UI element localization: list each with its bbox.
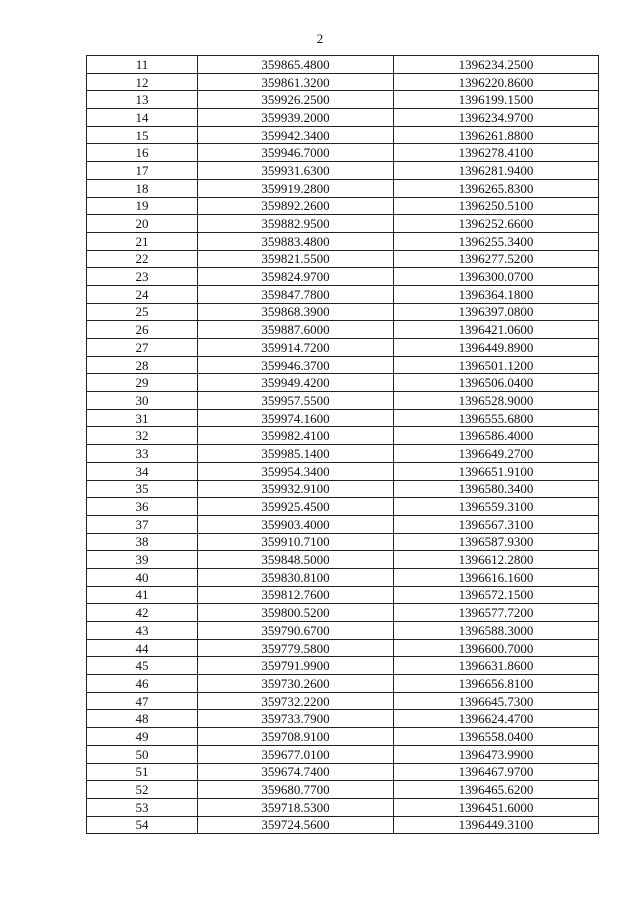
y-coordinate-cell: 1396558.0400: [394, 728, 599, 746]
y-coordinate-cell: 1396364.1800: [394, 285, 599, 303]
x-coordinate-cell: 359932.9100: [198, 480, 394, 498]
x-coordinate-cell: 359946.3700: [198, 356, 394, 374]
x-coordinate-cell: 359892.2600: [198, 197, 394, 215]
point-number-cell: 19: [87, 197, 198, 215]
y-coordinate-cell: 1396572.1500: [394, 586, 599, 604]
table-row: [87, 56, 599, 74]
y-coordinate-cell: 1396624.4700: [394, 710, 599, 728]
point-number-cell: 54: [87, 816, 198, 834]
point-number-cell: 45: [87, 657, 198, 675]
point-number-cell: 41: [87, 586, 198, 604]
table-row: [87, 586, 599, 604]
table-row: [87, 409, 599, 427]
y-coordinate-cell: 1396631.8600: [394, 657, 599, 675]
table-row: [87, 622, 599, 640]
point-number-cell: 17: [87, 162, 198, 180]
point-number-cell: 36: [87, 498, 198, 516]
y-coordinate-cell: 1396451.6000: [394, 798, 599, 816]
table-row: [87, 657, 599, 675]
y-coordinate-cell: 1396220.8600: [394, 73, 599, 91]
table-row: [87, 728, 599, 746]
x-coordinate-cell: 359903.4000: [198, 515, 394, 533]
table-row: [87, 798, 599, 816]
table-row: [87, 604, 599, 622]
table-row: [87, 462, 599, 480]
y-coordinate-cell: 1396278.4100: [394, 144, 599, 162]
x-coordinate-cell: 359730.2600: [198, 675, 394, 693]
x-coordinate-cell: 359914.7200: [198, 339, 394, 357]
x-coordinate-cell: 359931.6300: [198, 162, 394, 180]
y-coordinate-cell: 1396473.9900: [394, 745, 599, 763]
x-coordinate-cell: 359982.4100: [198, 427, 394, 445]
y-coordinate-cell: 1396586.4000: [394, 427, 599, 445]
table-row: [87, 781, 599, 799]
point-number-cell: 21: [87, 232, 198, 250]
point-number-cell: 35: [87, 480, 198, 498]
y-coordinate-cell: 1396656.8100: [394, 675, 599, 693]
y-coordinate-cell: 1396567.3100: [394, 515, 599, 533]
table-row: [87, 339, 599, 357]
table-row: [87, 285, 599, 303]
point-number-cell: 30: [87, 392, 198, 410]
x-coordinate-cell: 359946.7000: [198, 144, 394, 162]
x-coordinate-cell: 359919.2800: [198, 179, 394, 197]
x-coordinate-cell: 359800.5200: [198, 604, 394, 622]
table-row: [87, 356, 599, 374]
x-coordinate-cell: 359779.5800: [198, 639, 394, 657]
point-number-cell: 27: [87, 339, 198, 357]
table-row: [87, 197, 599, 215]
y-coordinate-cell: 1396449.3100: [394, 816, 599, 834]
point-number-cell: 29: [87, 374, 198, 392]
table-row: [87, 763, 599, 781]
x-coordinate-cell: 359680.7700: [198, 781, 394, 799]
y-coordinate-cell: 1396506.0400: [394, 374, 599, 392]
point-number-cell: 39: [87, 551, 198, 569]
table-row: [87, 232, 599, 250]
table-row: [87, 215, 599, 233]
y-coordinate-cell: 1396199.1500: [394, 91, 599, 109]
x-coordinate-cell: 359974.1600: [198, 409, 394, 427]
y-coordinate-cell: 1396501.1200: [394, 356, 599, 374]
page-number: 2: [316, 31, 324, 46]
x-coordinate-cell: 359824.9700: [198, 268, 394, 286]
x-coordinate-cell: 359883.4800: [198, 232, 394, 250]
point-number-cell: 16: [87, 144, 198, 162]
y-coordinate-cell: 1396600.7000: [394, 639, 599, 657]
y-coordinate-cell: 1396577.7200: [394, 604, 599, 622]
y-coordinate-cell: 1396252.6600: [394, 215, 599, 233]
point-number-cell: 34: [87, 462, 198, 480]
x-coordinate-cell: 359868.3900: [198, 303, 394, 321]
table-row: [87, 73, 599, 91]
point-number-cell: 46: [87, 675, 198, 693]
y-coordinate-cell: 1396397.0800: [394, 303, 599, 321]
point-number-cell: 44: [87, 639, 198, 657]
table-row: [87, 675, 599, 693]
coordinates-table-body: [87, 56, 599, 834]
y-coordinate-cell: 1396649.2700: [394, 445, 599, 463]
x-coordinate-cell: 359865.4800: [198, 56, 394, 74]
point-number-cell: 52: [87, 781, 198, 799]
y-coordinate-cell: 1396588.3000: [394, 622, 599, 640]
coordinates-table: [86, 55, 599, 834]
point-number-cell: 26: [87, 321, 198, 339]
point-number-cell: 40: [87, 568, 198, 586]
x-coordinate-cell: 359926.2500: [198, 91, 394, 109]
point-number-cell: 12: [87, 73, 198, 91]
table-row: [87, 109, 599, 127]
table-row: [87, 445, 599, 463]
point-number-cell: 24: [87, 285, 198, 303]
x-coordinate-cell: 359861.3200: [198, 73, 394, 91]
y-coordinate-cell: 1396645.7300: [394, 692, 599, 710]
x-coordinate-cell: 359830.8100: [198, 568, 394, 586]
point-number-cell: 11: [87, 56, 198, 74]
table-row: [87, 816, 599, 834]
table-row: [87, 126, 599, 144]
table-row: [87, 568, 599, 586]
y-coordinate-cell: 1396555.6800: [394, 409, 599, 427]
y-coordinate-cell: 1396651.9100: [394, 462, 599, 480]
table-row: [87, 321, 599, 339]
x-coordinate-cell: 359910.7100: [198, 533, 394, 551]
table-row: [87, 162, 599, 180]
x-coordinate-cell: 359882.9500: [198, 215, 394, 233]
y-coordinate-cell: 1396277.5200: [394, 250, 599, 268]
table-row: [87, 250, 599, 268]
point-number-cell: 14: [87, 109, 198, 127]
y-coordinate-cell: 1396234.2500: [394, 56, 599, 74]
y-coordinate-cell: 1396281.9400: [394, 162, 599, 180]
x-coordinate-cell: 359733.7900: [198, 710, 394, 728]
point-number-cell: 49: [87, 728, 198, 746]
table-row: [87, 268, 599, 286]
y-coordinate-cell: 1396612.2800: [394, 551, 599, 569]
y-coordinate-cell: 1396465.6200: [394, 781, 599, 799]
x-coordinate-cell: 359718.5300: [198, 798, 394, 816]
table-row: [87, 639, 599, 657]
x-coordinate-cell: 359985.1400: [198, 445, 394, 463]
point-number-cell: 13: [87, 91, 198, 109]
y-coordinate-cell: 1396467.9700: [394, 763, 599, 781]
x-coordinate-cell: 359939.2000: [198, 109, 394, 127]
point-number-cell: 53: [87, 798, 198, 816]
y-coordinate-cell: 1396449.8900: [394, 339, 599, 357]
y-coordinate-cell: 1396528.9000: [394, 392, 599, 410]
y-coordinate-cell: 1396234.9700: [394, 109, 599, 127]
table-row: [87, 533, 599, 551]
x-coordinate-cell: 359942.3400: [198, 126, 394, 144]
point-number-cell: 32: [87, 427, 198, 445]
point-number-cell: 20: [87, 215, 198, 233]
x-coordinate-cell: 359674.7400: [198, 763, 394, 781]
x-coordinate-cell: 359954.3400: [198, 462, 394, 480]
point-number-cell: 23: [87, 268, 198, 286]
table-row: [87, 303, 599, 321]
x-coordinate-cell: 359732.2200: [198, 692, 394, 710]
x-coordinate-cell: 359791.9900: [198, 657, 394, 675]
table-row: [87, 692, 599, 710]
table-row: [87, 498, 599, 516]
y-coordinate-cell: 1396255.3400: [394, 232, 599, 250]
point-number-cell: 43: [87, 622, 198, 640]
point-number-cell: 37: [87, 515, 198, 533]
point-number-cell: 22: [87, 250, 198, 268]
y-coordinate-cell: 1396587.9300: [394, 533, 599, 551]
y-coordinate-cell: 1396250.5100: [394, 197, 599, 215]
x-coordinate-cell: 359812.7600: [198, 586, 394, 604]
point-number-cell: 18: [87, 179, 198, 197]
point-number-cell: 28: [87, 356, 198, 374]
table-row: [87, 515, 599, 533]
point-number-cell: 50: [87, 745, 198, 763]
y-coordinate-cell: 1396580.3400: [394, 480, 599, 498]
y-coordinate-cell: 1396559.3100: [394, 498, 599, 516]
point-number-cell: 31: [87, 409, 198, 427]
y-coordinate-cell: 1396261.8800: [394, 126, 599, 144]
table-row: [87, 480, 599, 498]
point-number-cell: 38: [87, 533, 198, 551]
x-coordinate-cell: 359949.4200: [198, 374, 394, 392]
y-coordinate-cell: 1396616.1600: [394, 568, 599, 586]
table-row: [87, 551, 599, 569]
table-row: [87, 374, 599, 392]
x-coordinate-cell: 359708.9100: [198, 728, 394, 746]
table-row: [87, 144, 599, 162]
x-coordinate-cell: 359821.5500: [198, 250, 394, 268]
table-row: [87, 710, 599, 728]
point-number-cell: 42: [87, 604, 198, 622]
table-row: [87, 91, 599, 109]
y-coordinate-cell: 1396265.8300: [394, 179, 599, 197]
x-coordinate-cell: 359848.5000: [198, 551, 394, 569]
point-number-cell: 33: [87, 445, 198, 463]
x-coordinate-cell: 359925.4500: [198, 498, 394, 516]
table-row: [87, 392, 599, 410]
x-coordinate-cell: 359887.6000: [198, 321, 394, 339]
y-coordinate-cell: 1396421.0600: [394, 321, 599, 339]
x-coordinate-cell: 359790.6700: [198, 622, 394, 640]
x-coordinate-cell: 359957.5500: [198, 392, 394, 410]
point-number-cell: 51: [87, 763, 198, 781]
table-row: [87, 427, 599, 445]
x-coordinate-cell: 359724.5600: [198, 816, 394, 834]
point-number-cell: 15: [87, 126, 198, 144]
y-coordinate-cell: 1396300.0700: [394, 268, 599, 286]
table-row: [87, 745, 599, 763]
point-number-cell: 47: [87, 692, 198, 710]
table-row: [87, 179, 599, 197]
point-number-cell: 25: [87, 303, 198, 321]
point-number-cell: 48: [87, 710, 198, 728]
x-coordinate-cell: 359847.7800: [198, 285, 394, 303]
x-coordinate-cell: 359677.0100: [198, 745, 394, 763]
